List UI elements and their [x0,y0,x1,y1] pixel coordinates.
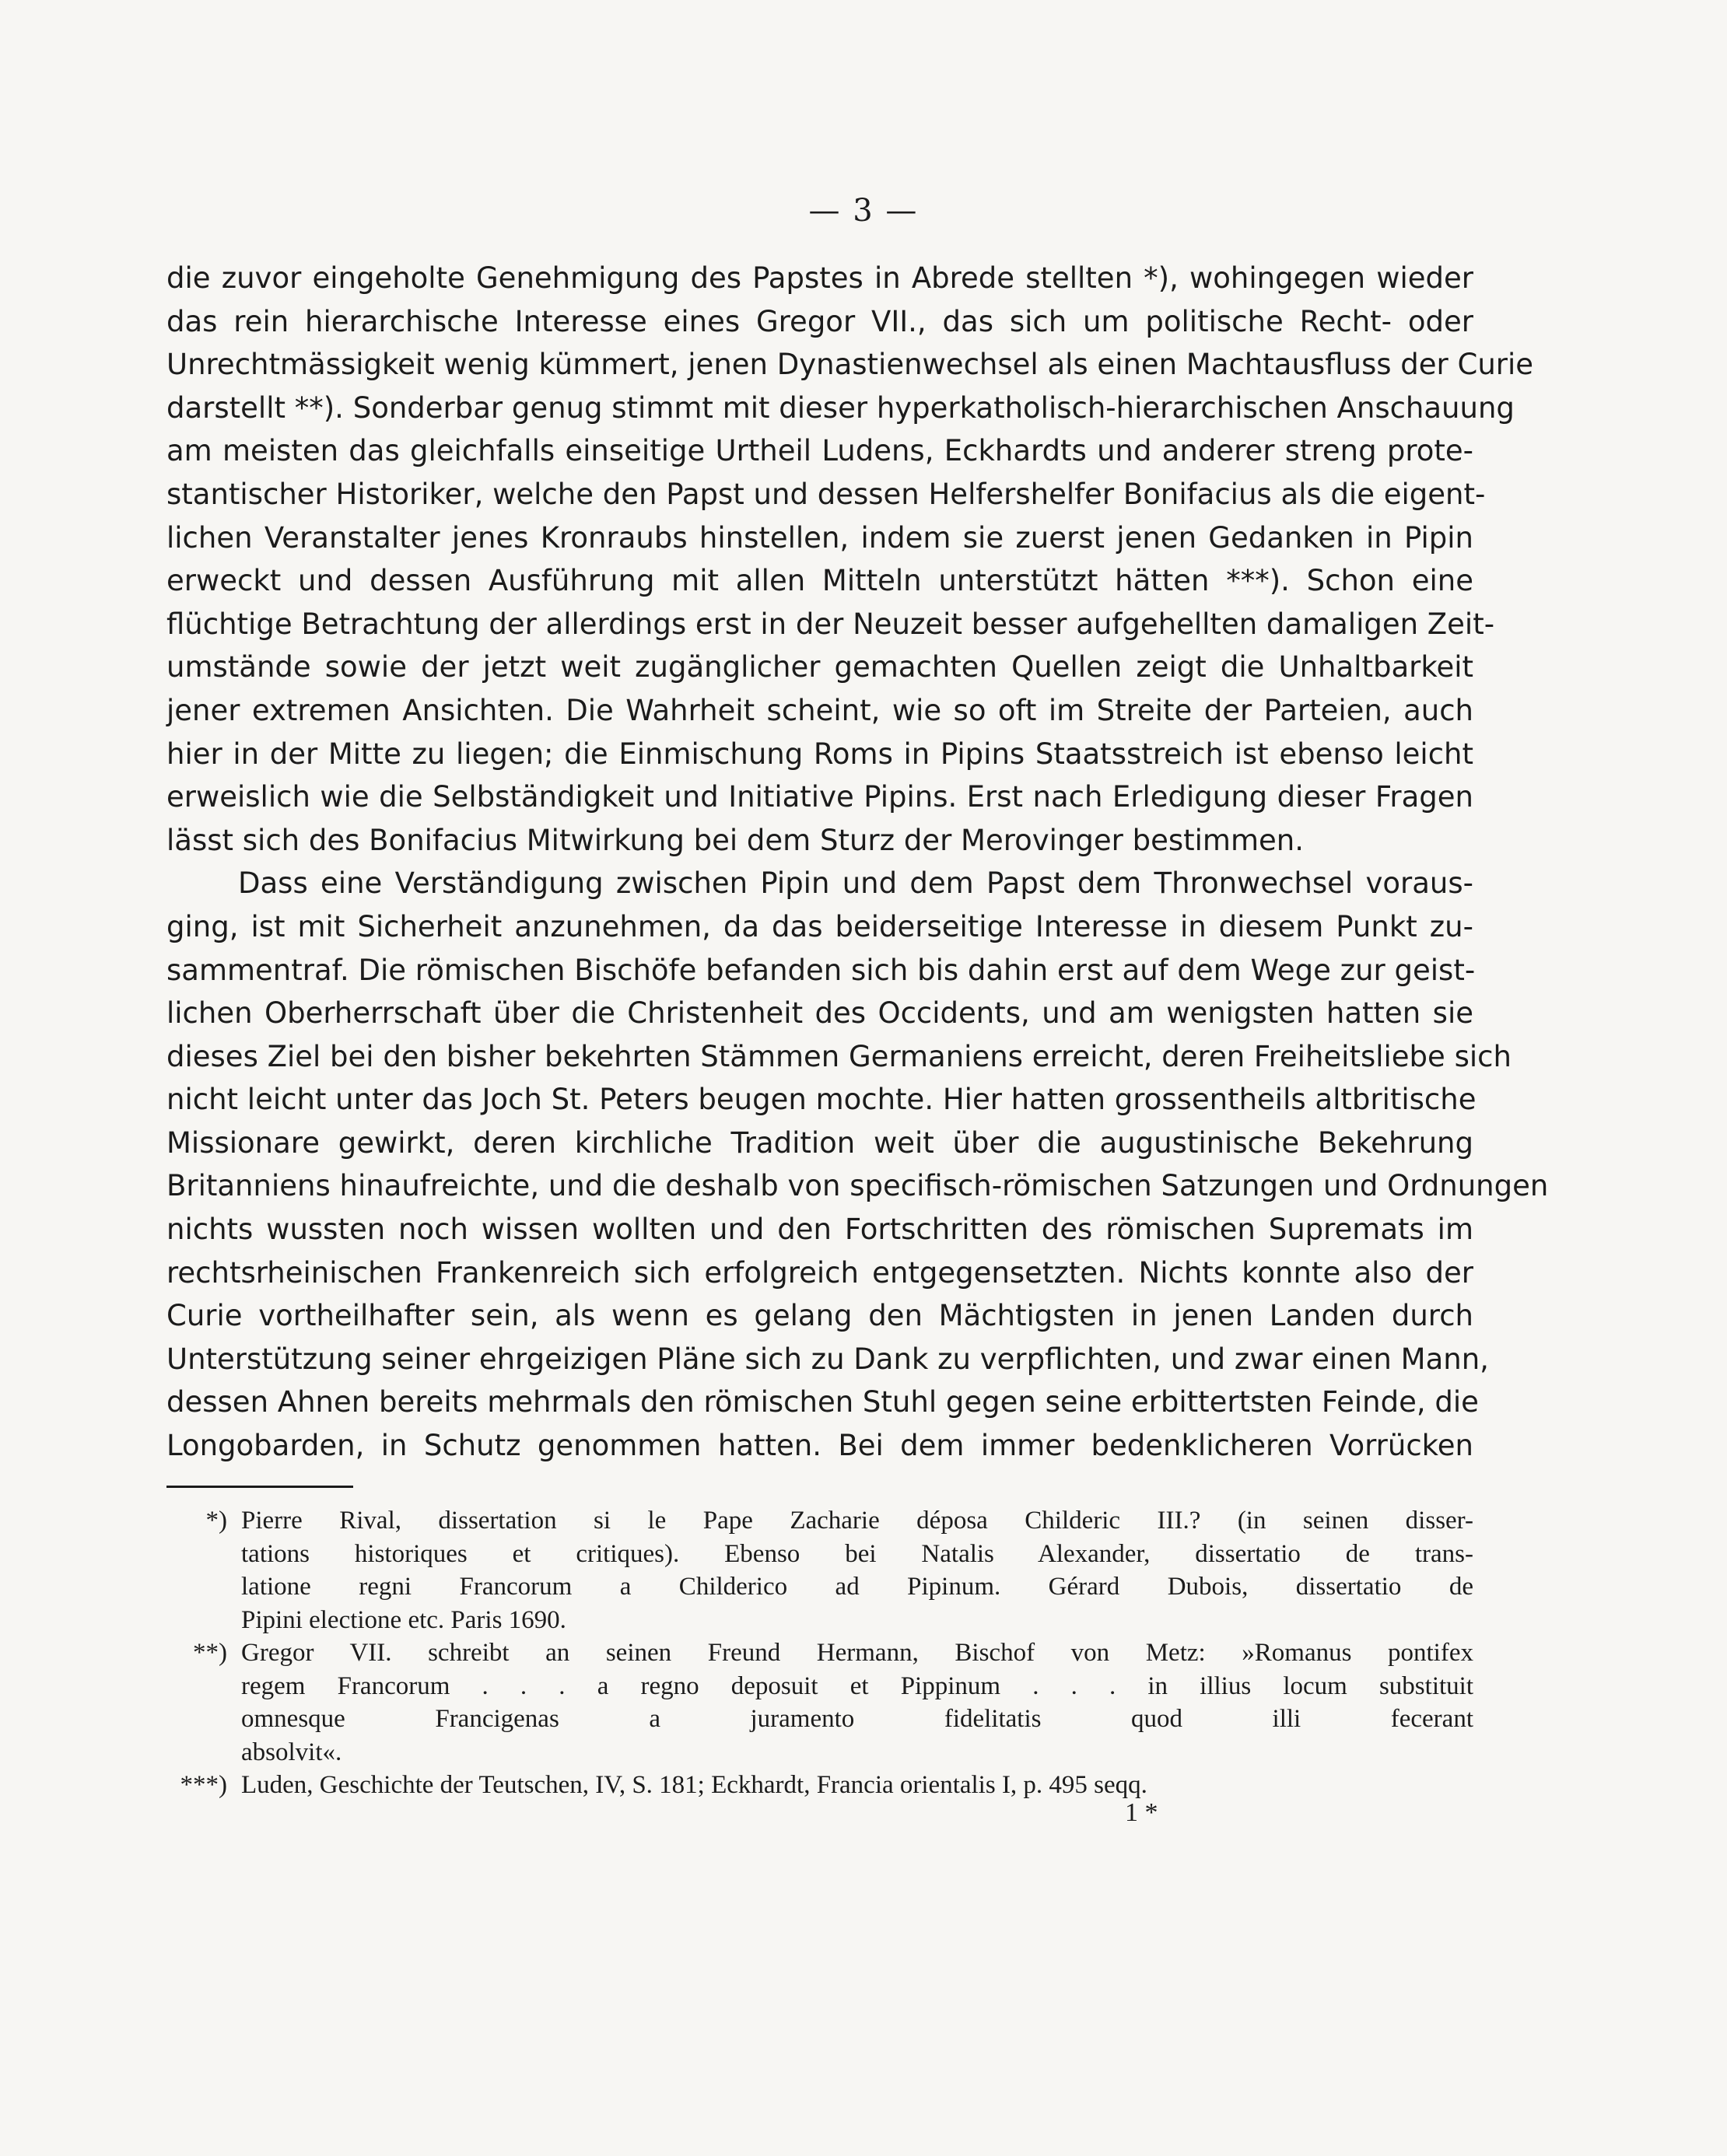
text-line: Dass eine Verständigung zwischen Pipin und dem Papst dem Thronwechsel voraus- [238,866,1473,901]
footnote-rule [166,1486,353,1488]
footnote-mark: *) [205,1507,227,1535]
sheet-signature: 1 * [1125,1798,1158,1827]
text-line: nicht leicht unter das Joch St. Peters beugen mochte. Hier hatten grossentheils altbritische [166,1083,1477,1117]
page-number: — 3 — [808,193,919,229]
text-line: stantischer Historiker, welche den Papst und dessen Helfershelfer Bonifacius als die eigent- [166,477,1486,511]
footnote-mark: ***) [180,1771,227,1799]
text-line: dessen Ahnen bereits mehrmals den römischen Stuhl gegen seine erbittertsten Feinde, die [166,1385,1479,1419]
text-line: darstellt **). Sonderbar genug stimmt mit dieser hyperkatholisch-hierarchischen Anschauung [166,390,1515,425]
text-line: das rein hierarchische Interesse eines Gregor VII., das sich um politische Recht- oder [166,304,1473,338]
footnote [166,1504,1473,1636]
text-line: erweislich wie die Selbständigkeit und Initiative Pipins. Erst nach Erledigung dieser Fragen [166,780,1473,814]
footnote-mark: **) [193,1639,227,1667]
text-line: nichts wussten noch wissen wollten und den Fortschritten des römischen Supremats im [166,1213,1473,1247]
text-line: ging, ist mit Sicherheit anzunehmen, da das beiderseitige Interesse in diesem Punkt zu- [166,909,1473,943]
footnote-line: Luden, Geschichte der Teutschen, IV, S. 181; Eckhardt, Francia orientalis I, p. 495 seqq. [241,1771,1147,1799]
footnote-line: absolvit«. [241,1738,342,1766]
text-line: lässt sich des Bonifacius Mitwirkung bei dem Sturz der Merovinger bestimmen. [166,823,1304,857]
text-line: Unrechtmässigkeit wenig kümmert, jenen Dynastienwechsel als einen Machtausfluss der Curie [166,348,1534,382]
text-line: umstände sowie der jetzt weit zugänglicher gemachten Quellen zeigt die Unhaltbarkeit [166,650,1473,684]
text-line: Longobarden, in Schutz genommen hatten. Bei dem immer bedenklicheren Vorrücken [166,1429,1473,1463]
footnote-line: regem Francorum . . . a regno deposuit et Pippinum . . . in illius locum substituit [241,1671,1473,1700]
footnote-line: omnesque Francigenas a juramento fidelitatis quod illi fecerant [241,1705,1473,1733]
footnotes [166,1504,1473,1802]
text-line: rechtsrheinischen Frankenreich sich erfolgreich entgegensetzten. Nichts konnte also der [166,1255,1473,1290]
text-line: Curie vortheilhafter sein, als wenn es gelang den Mächtigsten in jenen Landen durch [166,1299,1473,1333]
text-line: erweckt und dessen Ausführung mit allen Mitteln unterstützt hätten ***). Schon eine [166,564,1473,598]
footnote-line: Pipini electione etc. Paris 1690. [241,1605,566,1634]
text-line: Missionare gewirkt, deren kirchliche Tradition weit über die augustinische Bekehrung [166,1125,1473,1160]
text-line: Britanniens hinaufreichte, und die deshalb von specifisch-römischen Satzungen und Ordnungen [166,1169,1549,1203]
footnote-line: latione regni Francorum a Childerico ad Pipinum. Gérard Dubois, dissertatio de [241,1573,1473,1601]
text-line: die zuvor eingeholte Genehmigung des Papstes in Abrede stellten *), wohingegen wieder [166,261,1473,295]
text-line: sammentraf. Die römischen Bischöfe befanden sich bis dahin erst auf dem Wege zur geist- [166,953,1476,987]
text-line: am meisten das gleichfalls einseitige Urtheil Ludens, Eckhardts und anderer streng prote- [166,434,1473,468]
text-line: flüchtige Betrachtung der allerdings erst in der Neuzeit besser aufgehellten damaligen Zeit- [166,607,1495,641]
footnote [166,1636,1473,1769]
text-line: lichen Oberherrschaft über die Christenheit des Occidents, und am wenigsten hatten sie [166,996,1473,1031]
text-line: jener extremen Ansichten. Die Wahrheit scheint, wie so oft im Streite der Parteien, auch [166,693,1473,727]
main-text [166,257,1549,1468]
text-line: Unterstützung seiner ehrgeizigen Pläne sich zu Dank zu verpflichten, und zwar einen Mann, [166,1342,1489,1376]
footnote-line: Gregor VII. schreibt an seinen Freund Hermann, Bischof von Metz: »Romanus pontifex [241,1639,1473,1667]
footnote-line: Pierre Rival, dissertation si le Pape Zacharie déposa Childeric III.? (in seinen disser- [241,1507,1473,1535]
footnote [166,1769,1473,1802]
text-line: lichen Veranstalter jenes Kronraubs hinstellen, indem sie zuerst jenen Gedanken in Pipin [166,520,1473,555]
text-line: dieses Ziel bei den bisher bekehrten Stämmen Germaniens erreicht, deren Freiheitsliebe sich [166,1039,1512,1073]
footnote-line: tations historiques et critiques). Ebenso bei Natalis Alexander, dissertatio de trans- [241,1539,1473,1568]
text-line: hier in der Mitte zu liegen; die Einmischung Roms in Pipins Staatsstreich ist ebenso leicht [166,737,1473,771]
